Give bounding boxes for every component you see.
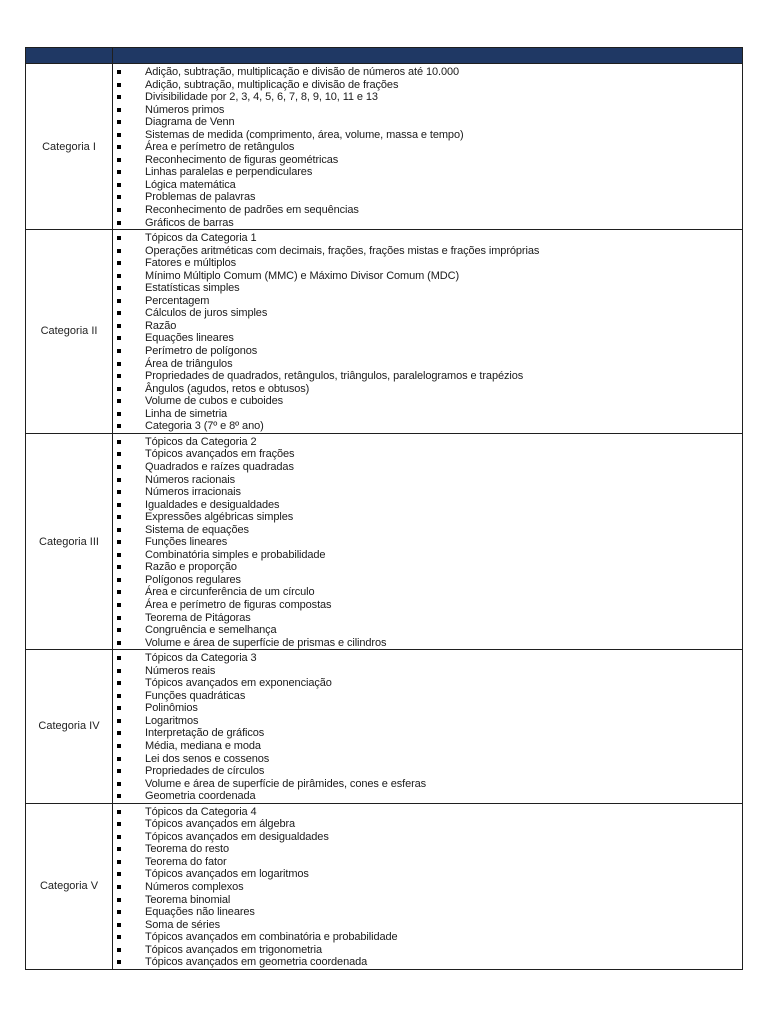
list-item: Lógica matemática	[113, 179, 742, 192]
list-item: Área de triângulos	[113, 358, 742, 371]
list-item: Média, mediana e moda	[113, 740, 742, 753]
list-item: Adição, subtração, multiplicação e divisão de frações	[113, 79, 742, 92]
list-item: Categoria 3 (7º e 8º ano)	[113, 420, 742, 433]
list-item: Combinatória simples e probabilidade	[113, 549, 742, 562]
table-row	[26, 230, 743, 434]
list-item: Estatísticas simples	[113, 282, 742, 295]
list-item: Percentagem	[113, 295, 742, 308]
list-item: Linhas paralelas e perpendiculares	[113, 166, 742, 179]
list-item: Razão	[113, 320, 742, 333]
list-item: Polígonos regulares	[113, 574, 742, 587]
list-item: Polinômios	[113, 702, 742, 715]
category-label: Categoria II	[26, 230, 113, 434]
list-item: Geometria coordenada	[113, 790, 742, 803]
topics-cell	[113, 803, 743, 969]
list-item: Linha de simetria	[113, 408, 742, 421]
list-item: Interpretação de gráficos	[113, 727, 742, 740]
list-item: Tópicos avançados em frações	[113, 448, 742, 461]
list-item: Tópicos avançados em geometria coordenada	[113, 956, 742, 969]
list-item: Problemas de palavras	[113, 191, 742, 204]
list-item: Funções lineares	[113, 536, 742, 549]
list-item: Razão e proporção	[113, 561, 742, 574]
list-item: Equações não lineares	[113, 906, 742, 919]
list-item: Tópicos avançados em trigonometria	[113, 944, 742, 957]
list-item: Área e perímetro de retângulos	[113, 141, 742, 154]
category-label: Categoria IV	[26, 650, 113, 804]
list-item: Teorema de Pitágoras	[113, 612, 742, 625]
list-item: Tópicos da Categoria 4	[113, 806, 742, 819]
list-item: Tópicos avançados em álgebra	[113, 818, 742, 831]
list-item: Adição, subtração, multiplicação e divisão de números até 10.000	[113, 66, 742, 79]
list-item: Números complexos	[113, 881, 742, 894]
table-row	[26, 803, 743, 969]
list-item: Operações aritméticas com decimais, frações, frações mistas e frações impróprias	[113, 245, 742, 258]
category-table	[25, 47, 743, 970]
topics-cell	[113, 650, 743, 804]
list-item: Tópicos da Categoria 2	[113, 436, 742, 449]
topics-cell	[113, 230, 743, 434]
list-item: Números racionais	[113, 474, 742, 487]
list-item: Volume e área de superfície de pirâmides, cones e esferas	[113, 778, 742, 791]
list-item: Teorema binomial	[113, 894, 742, 907]
list-item: Tópicos da Categoria 3	[113, 652, 742, 665]
list-item: Tópicos avançados em desigualdades	[113, 831, 742, 844]
list-item: Área e perímetro de figuras compostas	[113, 599, 742, 612]
topic-list	[113, 650, 742, 803]
list-item: Congruência e semelhança	[113, 624, 742, 637]
table-row	[26, 64, 743, 230]
list-item: Volume e área de superfície de prismas e cilindros	[113, 637, 742, 650]
list-item: Propriedades de círculos	[113, 765, 742, 778]
list-item: Teorema do fator	[113, 856, 742, 869]
list-item: Números irracionais	[113, 486, 742, 499]
table-row	[26, 650, 743, 804]
category-label: Categoria III	[26, 433, 113, 649]
list-item: Tópicos avançados em combinatória e probabilidade	[113, 931, 742, 944]
topic-list	[113, 434, 742, 649]
category-label: Categoria I	[26, 64, 113, 230]
list-item: Tópicos avançados em logaritmos	[113, 868, 742, 881]
topic-list	[113, 230, 742, 433]
topics-cell	[113, 64, 743, 230]
table-header-row	[26, 48, 743, 64]
list-item: Propriedades de quadrados, retângulos, triângulos, paralelogramos e trapézios	[113, 370, 742, 383]
header-cell-topics	[113, 48, 743, 64]
list-item: Soma de séries	[113, 919, 742, 932]
list-item: Gráficos de barras	[113, 217, 742, 230]
table-row	[26, 433, 743, 649]
list-item: Volume de cubos e cuboides	[113, 395, 742, 408]
list-item: Reconhecimento de figuras geométricas	[113, 154, 742, 167]
category-label: Categoria V	[26, 803, 113, 969]
list-item: Expressões algébricas simples	[113, 511, 742, 524]
list-item: Cálculos de juros simples	[113, 307, 742, 320]
list-item: Sistemas de medida (comprimento, área, volume, massa e tempo)	[113, 129, 742, 142]
header-cell-category	[26, 48, 113, 64]
list-item: Logaritmos	[113, 715, 742, 728]
list-item: Teorema do resto	[113, 843, 742, 856]
list-item: Ângulos (agudos, retos e obtusos)	[113, 383, 742, 396]
list-item: Tópicos avançados em exponenciação	[113, 677, 742, 690]
list-item: Quadrados e raízes quadradas	[113, 461, 742, 474]
topic-list	[113, 64, 742, 229]
list-item: Lei dos senos e cossenos	[113, 753, 742, 766]
topics-cell	[113, 433, 743, 649]
list-item: Funções quadráticas	[113, 690, 742, 703]
topic-list	[113, 804, 742, 969]
list-item: Números reais	[113, 665, 742, 678]
list-item: Reconhecimento de padrões em sequências	[113, 204, 742, 217]
list-item: Números primos	[113, 104, 742, 117]
list-item: Diagrama de Venn	[113, 116, 742, 129]
list-item: Mínimo Múltiplo Comum (MMC) e Máximo Divisor Comum (MDC)	[113, 270, 742, 283]
list-item: Fatores e múltiplos	[113, 257, 742, 270]
list-item: Divisibilidade por 2, 3, 4, 5, 6, 7, 8, 9, 10, 11 e 13	[113, 91, 742, 104]
list-item: Igualdades e desigualdades	[113, 499, 742, 512]
list-item: Tópicos da Categoria 1	[113, 232, 742, 245]
list-item: Área e circunferência de um círculo	[113, 586, 742, 599]
list-item: Equações lineares	[113, 332, 742, 345]
list-item: Perímetro de polígonos	[113, 345, 742, 358]
list-item: Sistema de equações	[113, 524, 742, 537]
